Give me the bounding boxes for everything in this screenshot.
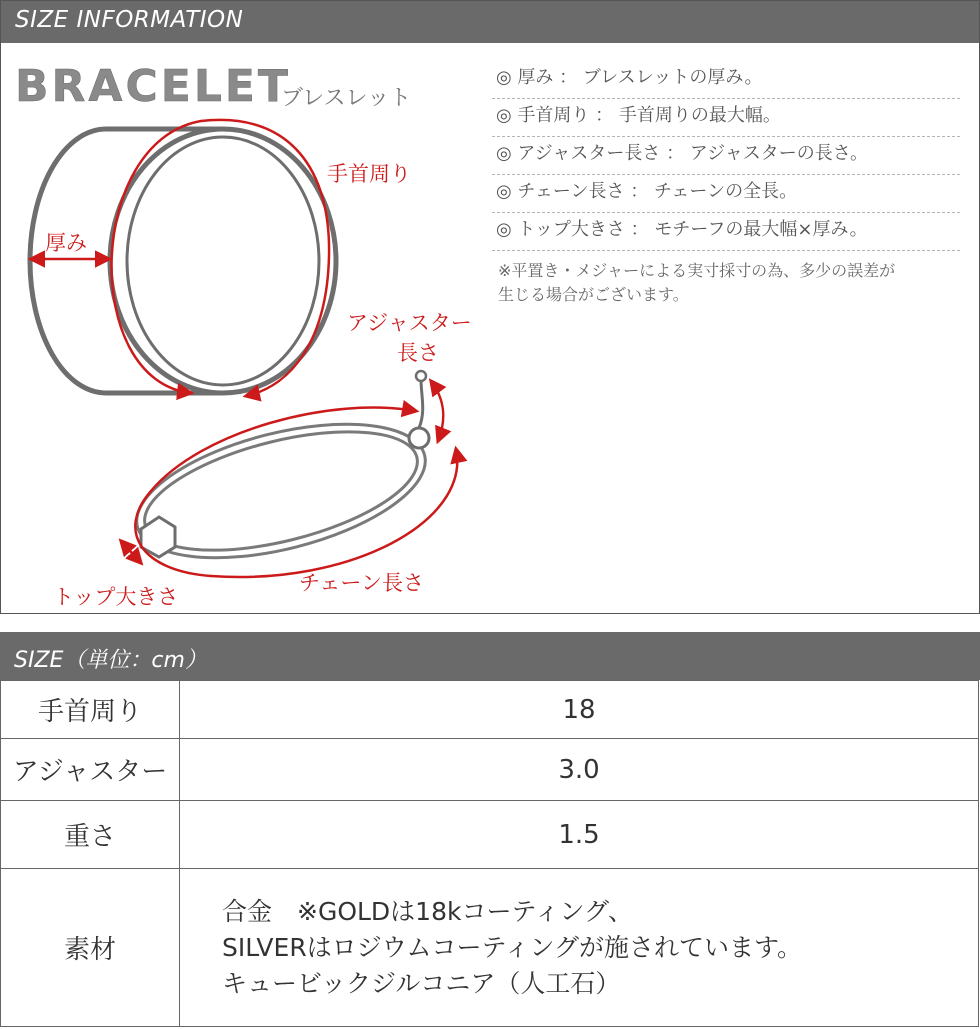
table-row (1, 739, 979, 801)
wrist-label: 手首周り (327, 162, 411, 186)
note-line-1: ※平置き・メジャーによる実寸採寸の為、多少の誤差が (498, 261, 896, 280)
measurement-note (498, 259, 968, 307)
chain-label: チェーン長さ (299, 571, 424, 595)
row-value: 3.0 (180, 739, 979, 801)
adjuster-arrow (431, 381, 443, 441)
table-row (1, 869, 979, 1027)
info-header-title: SIZE INFORMATION (15, 7, 244, 33)
legend-item: ◎ アジャスター長さ ： アジャスターの長さ。 (492, 137, 960, 175)
legend-item: ◎ チェーン長さ ： チェーンの全長。 (492, 175, 960, 213)
row-label: 手首周り (1, 681, 180, 739)
thickness-label: 厚み (45, 231, 87, 255)
row-value: 18 (180, 681, 979, 739)
material-value (180, 869, 979, 1027)
bangle-illustration (30, 127, 336, 395)
chain-illustration (123, 371, 438, 583)
row-label: 素材 (1, 869, 180, 1027)
size-header-bar (0, 632, 980, 680)
note-line-2: 生じる場合がございます。 (498, 285, 689, 304)
size-header-title: SIZE（単位：cm） (14, 648, 207, 673)
row-label: 重さ (1, 801, 180, 869)
row-value: 1.5 (180, 801, 979, 869)
legend-item: ◎ 手首周り ： 手首周りの最大幅。 (492, 99, 960, 137)
legend-list (492, 61, 960, 251)
material-line-2: SILVERはロジウムコーティングが施されています。 (222, 932, 802, 962)
material-line-1: 合金 ※GOLDは18kコーティング、 (222, 896, 633, 926)
table-row (1, 681, 979, 739)
brand-subtitle: ブレスレット (281, 86, 412, 111)
legend-item: ◎ トップ大きさ ： モチーフの最大幅×厚み。 (492, 213, 960, 251)
adjuster-label-2: 長さ (397, 341, 439, 365)
material-line-3: キュービックジルコニア（人工石） (222, 968, 621, 998)
size-table (0, 680, 979, 1027)
legend-item: ◎ 厚み ： ブレスレットの厚み。 (492, 61, 960, 99)
brand-title: BRACELET (15, 61, 291, 112)
info-header-bar (1, 1, 979, 43)
top-size-label: トップ大きさ (53, 585, 179, 609)
row-label: アジャスター (1, 739, 180, 801)
table-row (1, 801, 979, 869)
adjuster-label-1: アジャスター (347, 311, 472, 335)
top-size-arrow (121, 541, 141, 563)
